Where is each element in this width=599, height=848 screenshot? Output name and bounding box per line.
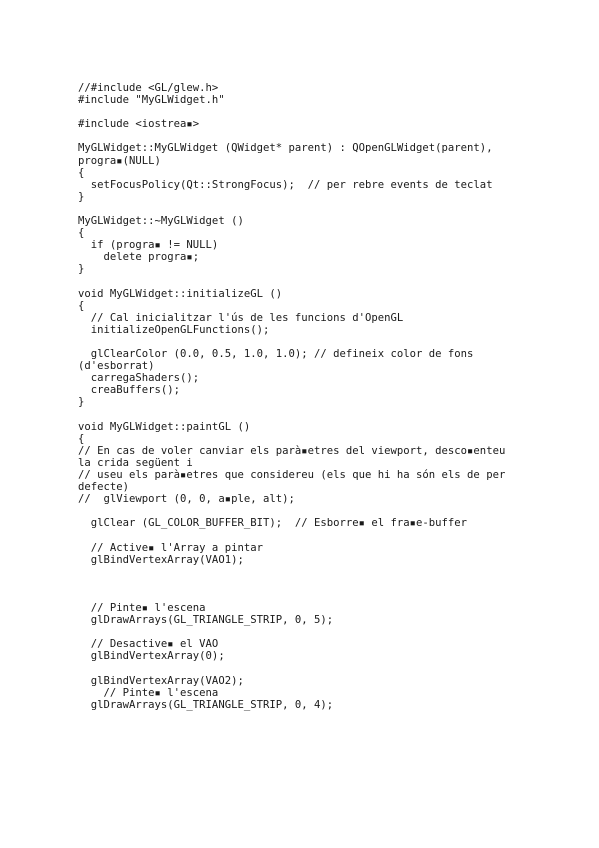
code-line: // useu els parà▪etres que considereu (els que hi ha són els de per	[78, 469, 506, 481]
code-line: void MyGLWidget::initializeGL ()	[78, 287, 283, 300]
code-line: glClear (GL_COLOR_BUFFER_BIT); // Esborre▪ el fra▪e-buffer	[78, 517, 468, 530]
code-line: // Desactive▪ el VAO	[78, 638, 219, 651]
code-line: (d'esborrat)	[78, 360, 155, 373]
code-line	[78, 505, 578, 517]
code-line: {	[78, 166, 85, 179]
code-line: // glViewport (0, 0, a▪ple, alt);	[78, 493, 295, 506]
code-line: delete progra▪;	[78, 251, 200, 264]
code-listing	[78, 82, 578, 711]
code-line: setFocusPolicy(Qt::StrongFocus); // per rebre events de teclat	[78, 178, 493, 191]
code-line	[78, 130, 578, 142]
code-line	[78, 409, 578, 421]
code-line	[78, 566, 578, 578]
code-line: progra▪(NULL)	[78, 154, 161, 167]
code-line	[78, 106, 578, 118]
code-line: glClearColor (0.0, 0.5, 1.0, 1.0); // defineix color de fons	[78, 348, 474, 361]
code-line: }	[78, 263, 85, 276]
code-line: glBindVertexArray(VAO2);	[78, 674, 244, 687]
code-line: glDrawArrays(GL_TRIANGLE_STRIP, 0, 4);	[78, 698, 334, 711]
code-line: }	[78, 396, 85, 409]
code-line	[78, 578, 578, 590]
code-line: glDrawArrays(GL_TRIANGLE_STRIP, 0, 5);	[78, 614, 334, 627]
code-line	[78, 663, 578, 675]
code-line: {	[78, 299, 85, 312]
code-line: // Pinte▪ l'escena	[78, 602, 206, 615]
code-line: glBindVertexArray(0);	[78, 650, 225, 663]
code-line: carregaShaders();	[78, 372, 200, 385]
code-line: la crida següent i	[78, 456, 193, 469]
code-line: glBindVertexArray(VAO1);	[78, 553, 244, 566]
code-line: MyGLWidget::~MyGLWidget ()	[78, 215, 244, 228]
code-line: {	[78, 227, 85, 240]
code-line: #include "MyGLWidget.h"	[78, 94, 225, 107]
code-line: {	[78, 432, 85, 445]
code-line: void MyGLWidget::paintGL ()	[78, 420, 251, 433]
code-line	[78, 529, 578, 541]
code-line	[78, 336, 578, 348]
code-line: }	[78, 190, 85, 203]
code-line: defecte)	[78, 481, 130, 494]
code-line: // En cas de voler canviar els parà▪etres del viewport, desco▪enteu	[78, 444, 506, 457]
code-line: creaBuffers();	[78, 384, 181, 397]
code-line: //#include <GL/glew.h>	[78, 82, 219, 94]
code-line: // Pinte▪ l'escena	[78, 686, 219, 699]
code-line	[78, 626, 578, 638]
code-line: #include <iostrea▪>	[78, 118, 200, 131]
code-line	[78, 203, 578, 215]
code-line: // Active▪ l'Array a pintar	[78, 541, 263, 554]
code-line	[78, 276, 578, 288]
code-line: MyGLWidget::MyGLWidget (QWidget* parent) : QOpenGLWidget(parent),	[78, 142, 493, 155]
code-line: initializeOpenGLFunctions();	[78, 323, 270, 336]
code-line	[78, 590, 578, 602]
code-line: if (progra▪ != NULL)	[78, 239, 219, 252]
code-line: // Cal inicialitzar l'ús de les funcions d'OpenGL	[78, 311, 404, 324]
